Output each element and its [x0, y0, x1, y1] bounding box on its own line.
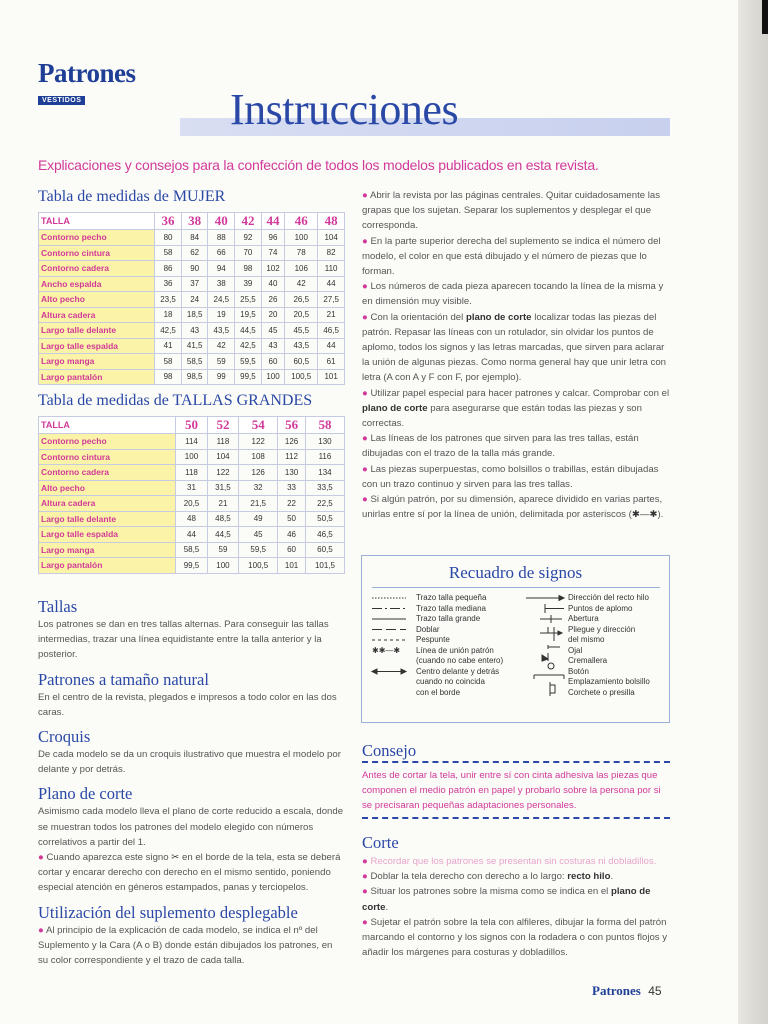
- instruction-3: ● Los números de cada pieza aparecen tocando la línea de la misma y en dimensión muy visible.: [362, 281, 664, 308]
- measure-value: 26: [261, 292, 284, 308]
- right-column: [362, 188, 670, 522]
- page-number: 45: [648, 984, 662, 998]
- instruction-1: ● Abrir la revista por las páginas centrales. Quitar cuidadosamente las grapas que los sujetan. Separar los suplementos y desplegar el que corresponda.: [362, 190, 661, 232]
- tallas-heading: Tallas: [38, 597, 78, 616]
- measure-value: 99,5: [235, 369, 262, 385]
- measure-value: 39: [235, 276, 262, 292]
- table-row: [39, 449, 345, 465]
- measure-label: Contorno pecho: [39, 230, 155, 246]
- measure-value: 99,5: [176, 558, 207, 574]
- measure-value: 60: [278, 542, 306, 558]
- table-row: [39, 542, 345, 558]
- natural-text: En el centro de la revista, plegados e impresos a todo color en las dos caras.: [38, 691, 337, 718]
- measure-value: 42: [208, 338, 235, 354]
- measure-value: 43: [261, 338, 284, 354]
- footer-logo: Patrones: [592, 983, 641, 998]
- measure-value: 42,5: [235, 338, 262, 354]
- sign-label: Emplazamiento bolsillo: [568, 677, 650, 686]
- sign-label: del mismo: [568, 635, 605, 644]
- measure-label: Largo talle delante: [39, 323, 155, 339]
- size-header: 40: [208, 213, 235, 230]
- table-row: [39, 480, 345, 496]
- page-title: Instrucciones: [230, 85, 459, 134]
- sign-label: Puntos de aplomo: [568, 603, 633, 613]
- sign-label: (cuando no cabe entero): [416, 656, 504, 665]
- measure-value: 66: [208, 245, 235, 261]
- measure-label: Contorno cadera: [39, 465, 176, 481]
- measure-value: 102: [261, 261, 284, 277]
- measure-value: 118: [176, 465, 207, 481]
- measure-value: 74: [261, 245, 284, 261]
- measure-value: 108: [239, 449, 278, 465]
- asterisk-line-icon: ✱—✱: [631, 509, 658, 521]
- sign-label: Cremallera: [568, 656, 608, 665]
- sign-label: Línea de unión patrón: [416, 645, 494, 655]
- plano-heading: Plano de corte: [38, 784, 133, 804]
- measure-value: 88: [208, 230, 235, 246]
- measure-value: 44: [176, 527, 207, 543]
- measure-value: 44: [318, 338, 345, 354]
- corte-3: ● Situar los patrones sobre la misma como se indica en el plano de corte.: [362, 886, 651, 913]
- table-row: [39, 230, 345, 246]
- brand-logo: [38, 58, 136, 107]
- measure-value: 31: [176, 480, 207, 496]
- size-header: 54: [239, 417, 278, 434]
- size-header: 56: [278, 417, 306, 434]
- measure-value: 22: [278, 496, 306, 512]
- measure-value: 44,5: [235, 323, 262, 339]
- measure-value: 49: [239, 511, 278, 527]
- table-row: [39, 354, 345, 370]
- instruction-7: ● Las piezas superpuestas, como bolsillos o trabillas, están dibujadas con un trazo continuo y sirven para las tres tallas.: [362, 463, 659, 490]
- corte-text: [362, 854, 670, 960]
- measure-value: 122: [207, 465, 238, 481]
- measure-value: 58: [155, 354, 182, 370]
- measure-value: 25,5: [235, 292, 262, 308]
- measure-value: 24: [181, 292, 208, 308]
- table-row: [39, 276, 345, 292]
- measure-value: 41: [155, 338, 182, 354]
- measure-value: 134: [305, 465, 344, 481]
- measure-value: 118: [207, 434, 238, 450]
- measure-value: 100,5: [285, 369, 318, 385]
- size-header: 58: [305, 417, 344, 434]
- measure-value: 42: [285, 276, 318, 292]
- sign-label: Doblar: [416, 624, 440, 634]
- measure-label: Largo pantalón: [39, 558, 176, 574]
- arrow-left-icon: [372, 669, 377, 674]
- measure-label: Alto pecho: [39, 292, 155, 308]
- instruction-6: ● Las líneas de los patrones que sirven para las tres tallas, están dibujadas con el trazo de la talla más grande.: [362, 433, 639, 460]
- measure-value: 58,5: [181, 354, 208, 370]
- measure-value: 26,5: [285, 292, 318, 308]
- measure-value: 50,5: [305, 511, 344, 527]
- table-row: [39, 369, 345, 385]
- measure-value: 112: [278, 449, 306, 465]
- sign-label: Trazo talla pequeña: [416, 593, 487, 602]
- grain-arrow-icon: [559, 596, 564, 601]
- measure-value: 20: [261, 307, 284, 323]
- measure-value: 46,5: [318, 323, 345, 339]
- table-row: [39, 261, 345, 277]
- croquis-text: De cada modelo se da un croquis ilustrativo que muestra el modelo por delante y por detrás.: [38, 749, 341, 776]
- table-row: [39, 496, 345, 512]
- measure-value: 100: [207, 558, 238, 574]
- sign-label: Ojal: [568, 645, 583, 655]
- measure-value: 99: [208, 369, 235, 385]
- size-header: 52: [207, 417, 238, 434]
- measure-value: 45: [239, 527, 278, 543]
- table-mujer: [38, 212, 345, 385]
- suplemento-text: ● Al principio de la explicación de cada modelo, se indica el nº del Suplemento y la Cara (A o B) donde están dibujados los patrones, en su color correspondiente y el trazo de cada talla.: [38, 924, 333, 967]
- measure-value: 24,5: [208, 292, 235, 308]
- hook-icon: [550, 685, 555, 693]
- measure-label: Largo talle delante: [39, 511, 176, 527]
- intro-text: Explicaciones y consejos para la confección de todos los modelos publicados en esta revista.: [38, 157, 599, 173]
- measure-value: 21: [318, 307, 345, 323]
- measure-value: 94: [208, 261, 235, 277]
- section-label: VESTIDOS: [38, 96, 85, 105]
- scissors-icon: ✂: [171, 852, 180, 864]
- sign-label: Dirección del recto hilo: [568, 593, 649, 602]
- sign-label: Pespunte: [416, 635, 450, 644]
- measure-value: 36: [155, 276, 182, 292]
- sign-label: Trazo talla grande: [416, 614, 481, 623]
- corte-1: ● Recordar que los patrones se presentan sin costuras ni dobladillos.: [362, 856, 657, 867]
- table-row: [39, 307, 345, 323]
- zipper-icon: [542, 655, 548, 661]
- measure-value: 46: [278, 527, 306, 543]
- measure-value: 19,5: [235, 307, 262, 323]
- croquis-heading: Croquis: [38, 727, 91, 747]
- measure-value: 33: [278, 480, 306, 496]
- table-header-row: [39, 213, 345, 230]
- measure-value: 130: [278, 465, 306, 481]
- size-header: 50: [176, 417, 207, 434]
- table-row: [39, 511, 345, 527]
- measure-value: 18,5: [181, 307, 208, 323]
- table-row: [39, 558, 345, 574]
- measure-value: 43: [181, 323, 208, 339]
- table-row: [39, 338, 345, 354]
- page-edge: [738, 0, 768, 1024]
- measure-value: 20,5: [285, 307, 318, 323]
- brand-name: Patrones: [38, 58, 136, 88]
- measure-label: Contorno pecho: [39, 434, 176, 450]
- measure-label: Largo talle espalda: [39, 338, 155, 354]
- measure-value: 100: [285, 230, 318, 246]
- measure-value: 62: [181, 245, 208, 261]
- button-icon: [548, 663, 554, 669]
- measure-value: 22,5: [305, 496, 344, 512]
- table-grandes-title: Tabla de medidas de TALLAS GRANDES: [38, 392, 313, 409]
- instruction-8: ● Si algún patrón, por su dimensión, aparece dividido en varias partes, unirlas entre sí por la línea de unión, delimitada por asteriscos (✱—✱).: [362, 494, 664, 521]
- measure-value: 58: [155, 245, 182, 261]
- measure-value: 48,5: [207, 511, 238, 527]
- instruction-5: ● Utilizar papel especial para hacer patrones y calcar. Comprobar con el plano de corte para asegurarse que están todas las piezas y son correctas.: [362, 387, 670, 430]
- measure-value: 106: [285, 261, 318, 277]
- suplemento-heading: Utilización del suplemento desplegable: [38, 902, 298, 922]
- table-mujer-title: Tabla de medidas de MUJER: [38, 188, 226, 205]
- measure-value: 43,5: [285, 338, 318, 354]
- measure-value: 126: [239, 465, 278, 481]
- measure-label: Contorno cintura: [39, 245, 155, 261]
- measure-label: Largo pantalón: [39, 369, 155, 385]
- sign-label: con el borde: [416, 687, 461, 697]
- asterisk-join-icon: ✱✱—✱: [372, 646, 401, 655]
- measure-label: Largo manga: [39, 354, 155, 370]
- measure-value: 18: [155, 307, 182, 323]
- measure-value: 21,5: [239, 496, 278, 512]
- measure-value: 96: [261, 230, 284, 246]
- corte-2: ● Doblar la tela derecho con derecho a lo largo: recto hilo.: [362, 871, 614, 883]
- consejo-bottom-rule: [362, 817, 670, 819]
- measure-value: 104: [207, 449, 238, 465]
- measure-value: 38: [208, 276, 235, 292]
- table-grandes: [38, 416, 345, 574]
- sign-label: cuando no coincida: [416, 677, 485, 686]
- measure-value: 98: [155, 369, 182, 385]
- measure-value: 60: [261, 354, 284, 370]
- measure-value: 130: [305, 434, 344, 450]
- measure-value: 60,5: [285, 354, 318, 370]
- size-header: 48: [318, 213, 345, 230]
- measure-value: 50: [278, 511, 306, 527]
- measure-value: 100,5: [239, 558, 278, 574]
- measure-value: 42,5: [155, 323, 182, 339]
- measure-label: Ancho espalda: [39, 276, 155, 292]
- measure-value: 59,5: [239, 542, 278, 558]
- sign-label: Trazo talla mediana: [416, 603, 486, 613]
- signs-title: Recuadro de signos: [448, 563, 583, 582]
- measure-value: 104: [318, 230, 345, 246]
- measure-value: 27,5: [318, 292, 345, 308]
- natural-heading: Patrones a tamaño natural: [38, 669, 209, 689]
- measure-value: 41,5: [181, 338, 208, 354]
- measure-value: 44: [318, 276, 345, 292]
- measure-label: Altura cadera: [39, 496, 176, 512]
- consejo-heading: Consejo: [362, 741, 417, 760]
- measure-value: 101,5: [305, 558, 344, 574]
- measure-value: 19: [208, 307, 235, 323]
- measure-value: 116: [305, 449, 344, 465]
- measure-value: 100: [261, 369, 284, 385]
- measure-value: 59: [207, 542, 238, 558]
- sign-label: Corchete o presilla: [568, 687, 635, 697]
- table-row: [39, 434, 345, 450]
- sign-label: Pliegue y dirección: [568, 624, 636, 634]
- measure-label: Largo manga: [39, 542, 176, 558]
- size-header: 44: [261, 213, 284, 230]
- table-row: [39, 465, 345, 481]
- measure-value: 78: [285, 245, 318, 261]
- tallas-text: Los patrones se dan en tres tallas alternas. Para conseguir las tallas intermedias, trazar una línea equidistante entre la talla anterior y la posterior.: [38, 619, 329, 661]
- measure-value: 46,5: [305, 527, 344, 543]
- measure-value: 32: [239, 480, 278, 496]
- consejo-text: Antes de cortar la tela, unir entre sí con cinta adhesiva las piezas que componen el medio patrón en papel y probarlo sobre la persona por si se precisaran pequeñas adaptaciones personales.: [362, 770, 661, 812]
- measure-value: 92: [235, 230, 262, 246]
- measure-value: 21: [207, 496, 238, 512]
- measure-label: Largo talle espalda: [39, 527, 176, 543]
- talla-label: TALLA: [39, 213, 155, 230]
- measure-value: 43,5: [208, 323, 235, 339]
- measure-value: 110: [318, 261, 345, 277]
- size-header: 38: [181, 213, 208, 230]
- corte-4: ● Sujetar el patrón sobre la tela con alfileres, dibujar la forma del patrón marcando el contorno y los signos con la rodadera o con puntos flojos y añadir los márgenes para costuras y dobladillos.: [362, 916, 668, 959]
- measure-value: 45,5: [285, 323, 318, 339]
- measure-value: 40: [261, 276, 284, 292]
- measure-label: Altura cadera: [39, 307, 155, 323]
- size-header: 42: [235, 213, 262, 230]
- sign-label: Abertura: [568, 614, 599, 623]
- size-header: 46: [285, 213, 318, 230]
- measure-value: 70: [235, 245, 262, 261]
- table-row: [39, 323, 345, 339]
- table-row: [39, 292, 345, 308]
- arrow-right-icon: [401, 669, 406, 674]
- measure-value: 114: [176, 434, 207, 450]
- measure-value: 31,5: [207, 480, 238, 496]
- measure-value: 98: [235, 261, 262, 277]
- table-row: [39, 245, 345, 261]
- size-header: 36: [155, 213, 182, 230]
- measure-label: Alto pecho: [39, 480, 176, 496]
- measure-value: 100: [176, 449, 207, 465]
- signs-box: [361, 555, 670, 723]
- measure-value: 90: [181, 261, 208, 277]
- left-column: [38, 597, 345, 968]
- talla-label: TALLA: [39, 417, 176, 434]
- measure-value: 33,5: [305, 480, 344, 496]
- instruction-4: ● Con la orientación del plano de corte localizar todas las piezas del patrón. Repasar las líneas con un rotulador, sin olvidar los puntos de aplomo, todos los signos y las letras marcadas, que sirven para aclarar la unión de algunas piezas. Como norma general hay que unir letra con letra (A con A y F con F, por ejemplo).: [362, 311, 666, 384]
- measure-value: 126: [278, 434, 306, 450]
- table-row: [39, 527, 345, 543]
- page-footer: [592, 983, 662, 999]
- measure-value: 101: [318, 369, 345, 385]
- measure-value: 86: [155, 261, 182, 277]
- measure-value: 59: [208, 354, 235, 370]
- measure-value: 59,5: [235, 354, 262, 370]
- measure-value: 101: [278, 558, 306, 574]
- sign-label: Botón: [568, 666, 589, 676]
- measure-value: 82: [318, 245, 345, 261]
- measure-value: 61: [318, 354, 345, 370]
- measure-value: 58,5: [176, 542, 207, 558]
- measure-value: 84: [181, 230, 208, 246]
- measure-value: 48: [176, 511, 207, 527]
- table-header-row: [39, 417, 345, 434]
- measure-value: 122: [239, 434, 278, 450]
- instruction-2: ● En la parte superior derecha del suplemento se indica el número del modelo, el color en que está dibujado y el número de piezas que lo forman.: [362, 235, 661, 278]
- measure-value: 98,5: [181, 369, 208, 385]
- corte-heading: Corte: [362, 833, 399, 852]
- sign-label: Centro delante y detrás: [416, 666, 500, 676]
- consejo-top-rule: [362, 761, 670, 763]
- measure-value: 44,5: [207, 527, 238, 543]
- plano-text-2: ● Cuando aparezca este signo ✂ en el borde de la tela, esta se deberá cortar y encarar derecho con derecho en el mismo sentido, poniendo especial atención en géneros estampados, panas y terciopelos.: [38, 852, 341, 894]
- measure-value: 37: [181, 276, 208, 292]
- plano-text-1: Asimismo cada modelo lleva el plano de corte reducido a escala, donde se muestran todos los patrones del modelo elegido con números correlativos a partir del 1.: [38, 806, 344, 848]
- measure-label: Contorno cadera: [39, 261, 155, 277]
- measure-value: 20,5: [176, 496, 207, 512]
- measure-value: 45: [261, 323, 284, 339]
- measure-value: 80: [155, 230, 182, 246]
- measure-label: Contorno cintura: [39, 449, 176, 465]
- measure-value: 60,5: [305, 542, 344, 558]
- measure-value: 23,5: [155, 292, 182, 308]
